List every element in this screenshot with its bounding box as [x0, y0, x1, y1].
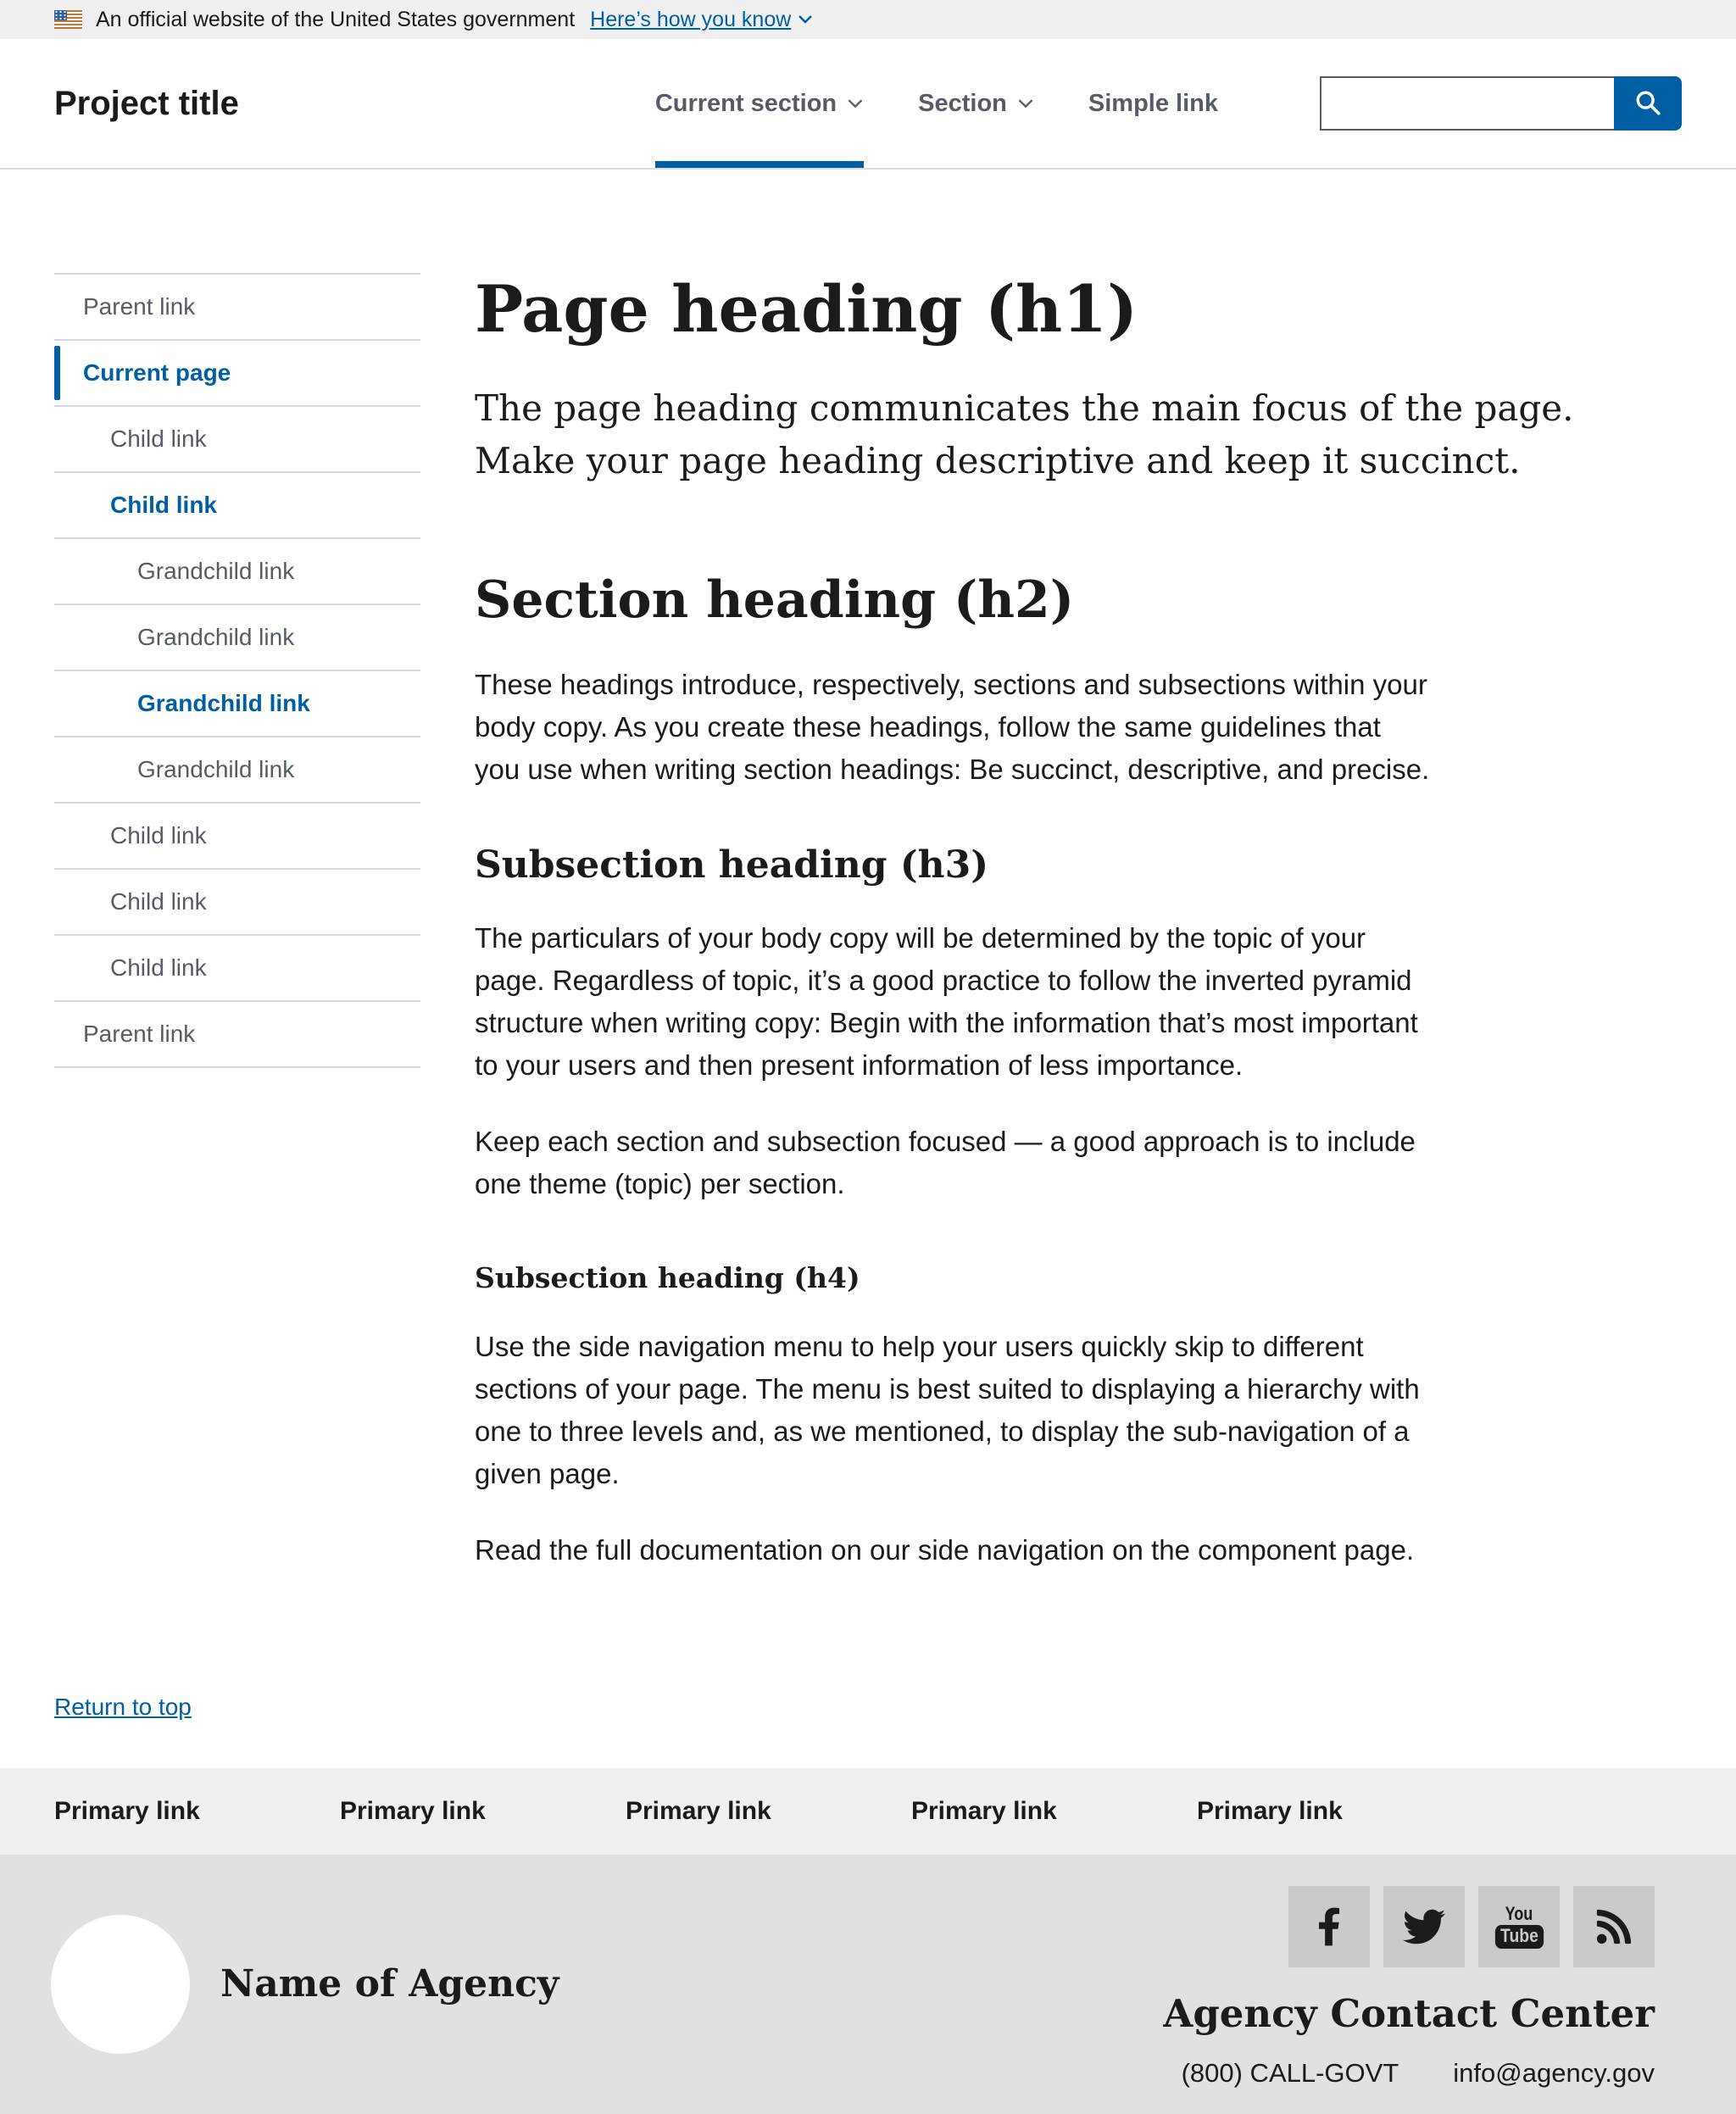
- gov-banner-text: An official website of the United States government: [96, 7, 576, 31]
- banner-how-you-know-link[interactable]: [590, 8, 813, 32]
- facebook-icon: [1317, 1905, 1341, 1948]
- sidenav-item-active-child: [54, 473, 420, 539]
- agency-identity: [51, 1915, 559, 2054]
- youtube-icon-you-text: You: [1505, 1903, 1533, 1925]
- footer-contact-block: [1163, 1879, 1655, 2089]
- sidenav-link-child[interactable]: Child link: [110, 822, 207, 848]
- footer-primary-link[interactable]: Primary link: [626, 1796, 771, 1825]
- social-links: [1288, 1886, 1655, 1967]
- twitter-link[interactable]: [1383, 1886, 1465, 1967]
- site-header: [0, 39, 1736, 170]
- contact-email-link[interactable]: info@agency.gov: [1453, 2058, 1655, 2089]
- nav-item-label: Current section: [654, 89, 837, 117]
- search-form: [1320, 76, 1682, 131]
- sidenav-item: [54, 407, 420, 473]
- sidenav-link-child[interactable]: Child link: [110, 426, 207, 452]
- side-navigation: [54, 273, 420, 1605]
- footer-primary-link[interactable]: Primary link: [54, 1796, 200, 1825]
- nav-item-simple-link[interactable]: [1088, 39, 1218, 168]
- chevron-down-icon: [1017, 98, 1034, 109]
- youtube-icon: [1492, 1905, 1547, 1949]
- lead-paragraph: The page heading communicates the main focus of the page. Make your page heading descriptive and keep it succinct.: [475, 387, 1574, 482]
- gov-banner: [0, 0, 1736, 39]
- page-layout: [0, 170, 1736, 1605]
- section-heading-h2: Section heading (h2): [475, 570, 1075, 631]
- project-title: Project title: [54, 84, 239, 122]
- body-paragraph: The particulars of your body copy will be determined by the topic of your page. Regardless of topic, it’s a good practice to follow the inverted pyramid structure when writing copy: Begin with the information that’s most important to your users and then present information of less importance.: [475, 922, 1418, 1082]
- return-to-top-section: [0, 1605, 1736, 1768]
- sidenav-item: [54, 539, 420, 605]
- nav-item-section[interactable]: [918, 39, 1034, 168]
- rss-link[interactable]: [1573, 1886, 1655, 1967]
- sidenav-item: [54, 870, 420, 936]
- primary-nav: [655, 39, 1682, 168]
- footer-agency-section: [0, 1855, 1736, 2114]
- chevron-down-icon: [798, 14, 813, 25]
- sidenav-list: [54, 273, 420, 1068]
- us-flag-icon: [54, 10, 82, 29]
- sidenav-link-current-page[interactable]: Current page: [54, 341, 420, 405]
- sidenav-link-grandchild[interactable]: Grandchild link: [137, 624, 295, 650]
- nav-item-label: Section: [918, 89, 1007, 117]
- search-icon: [1633, 88, 1662, 120]
- subsection-heading-h4: Subsection heading (h4): [475, 1261, 860, 1295]
- sidenav-link-grandchild[interactable]: Grandchild link: [137, 558, 295, 584]
- sidenav-link-child[interactable]: Child link: [110, 888, 207, 915]
- sidenav-link-grandchild[interactable]: Grandchild link: [137, 690, 310, 716]
- contact-links: [1182, 2058, 1655, 2089]
- return-to-top-link[interactable]: Return to top: [54, 1693, 192, 1720]
- footer-primary-link[interactable]: Primary link: [340, 1796, 486, 1825]
- agency-name: Name of Agency: [220, 1962, 559, 2006]
- search-button[interactable]: [1614, 76, 1682, 131]
- sidenav-link-grandchild[interactable]: Grandchild link: [137, 756, 295, 782]
- rss-icon: [1594, 1907, 1633, 1946]
- footer-primary-link[interactable]: Primary link: [911, 1796, 1057, 1825]
- agency-contact-heading: Agency Contact Center: [1163, 1991, 1655, 2037]
- banner-link-label: Here’s how you know: [590, 7, 792, 31]
- sidenav-item: [54, 737, 420, 804]
- search-input[interactable]: [1320, 76, 1614, 131]
- sidenav-item: [54, 936, 420, 1002]
- youtube-link[interactable]: [1478, 1886, 1560, 1967]
- sidenav-item-active-grandchild: [54, 671, 420, 737]
- nav-item-current-section[interactable]: [655, 39, 864, 168]
- body-paragraph: Keep each section and subsection focused — a good approach is to include one theme (topic) per section.: [475, 1126, 1416, 1200]
- sidenav-item-current-page: [54, 341, 420, 407]
- body-paragraph: Use the side navigation menu to help your users quickly skip to different sections of your page. The menu is best suited to displaying a hierarchy with one to three levels and, as we mentioned, to display the sub-navigation of a given page.: [475, 1330, 1420, 1489]
- youtube-icon-tube-text: Tube: [1494, 1925, 1543, 1949]
- sidenav-item: [54, 605, 420, 671]
- agency-logo-circle: [51, 1915, 190, 2054]
- chevron-down-icon: [847, 98, 864, 109]
- body-paragraph: These headings introduce, respectively, sections and subsections within your body copy. As you create these headings, follow the same guidelines that you use when writing section headings: Be succinct, descriptive, and precise.: [475, 669, 1430, 786]
- page-heading-h1: Page heading (h1): [475, 271, 1138, 347]
- sidenav-link-child[interactable]: Child link: [110, 492, 217, 518]
- nav-item-label: Simple link: [1088, 89, 1218, 117]
- facebook-link[interactable]: [1288, 1886, 1370, 1967]
- subsection-heading-h3: Subsection heading (h3): [475, 843, 989, 887]
- site-footer: [0, 1768, 1736, 2114]
- sidenav-link-parent[interactable]: Parent link: [83, 293, 196, 320]
- sidenav-link-child[interactable]: Child link: [110, 954, 207, 981]
- body-paragraph: Read the full documentation on our side navigation on the component page.: [475, 1533, 1415, 1566]
- sidenav-link-parent[interactable]: Parent link: [83, 1021, 196, 1047]
- contact-phone-link[interactable]: (800) CALL-GOVT: [1181, 2058, 1399, 2089]
- footer-primary-nav: [0, 1768, 1736, 1855]
- sidenav-item: [54, 804, 420, 870]
- footer-primary-link[interactable]: Primary link: [1197, 1796, 1343, 1825]
- sidenav-item: [54, 1002, 420, 1068]
- sidenav-item: [54, 275, 420, 341]
- main-content: [475, 273, 1682, 1605]
- twitter-icon: [1403, 1905, 1445, 1948]
